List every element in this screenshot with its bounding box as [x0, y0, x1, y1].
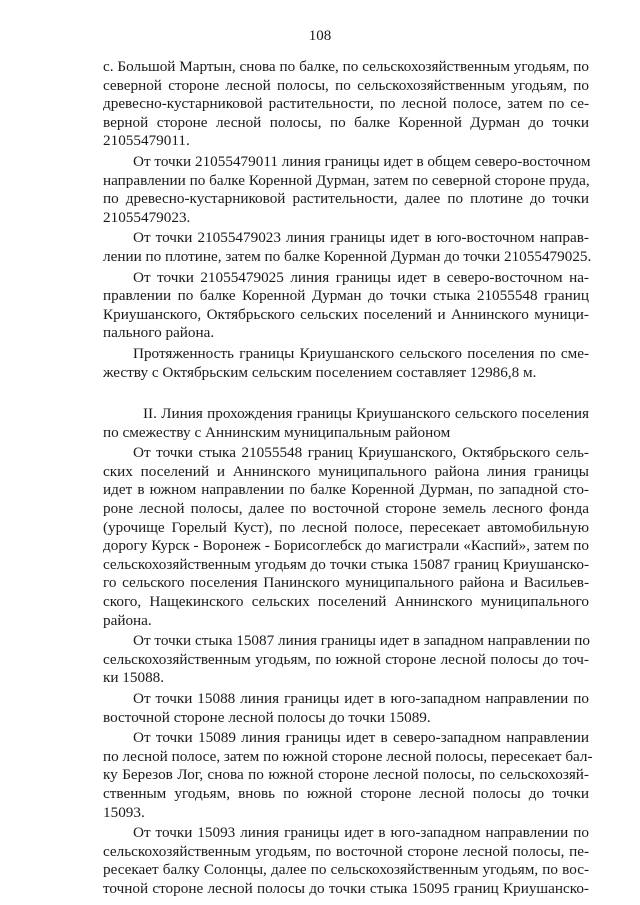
text-line: От точки 15089 линия границы идет в северо-западном направлении — [133, 729, 589, 747]
text-line: района. — [103, 611, 152, 629]
text-line: ских поселений и Аннинского муниципального района линия границы — [103, 462, 589, 480]
text-line: го сельского поселения Панинского муниципального района и Васильев- — [103, 574, 589, 592]
paragraph — [103, 632, 589, 688]
text-line: дорогу Курск - Воронеж - Борисоглебск до магистрали «Каспий», затем по — [103, 537, 589, 555]
paragraph — [103, 345, 589, 382]
document-body — [103, 58, 593, 901]
text-line: по древесно-кустарниковой растительности, далее по плотине до точки — [103, 190, 589, 208]
paragraph — [103, 229, 592, 266]
text-line: идет в южном направлении по балке Коренной Дурман, по западной сто- — [103, 481, 589, 499]
text-line: ку Березов Лог, снова по южной стороне лесной полосы, по сельскохозяй- — [103, 766, 589, 784]
paragraph — [103, 153, 589, 227]
text-line: верной стороне лесной полосы, по балке Коренной Дурман до точки — [103, 113, 589, 131]
text-line: ки 15088. — [103, 669, 165, 687]
page-number: 108 — [308, 28, 332, 44]
text-line: сельскохозяйственным угодьям, по восточной стороне лесной полосы, пе- — [103, 842, 589, 860]
text-line: ресекает балку Солонцы, далее по сельскохозяйственным угодьям, по вос- — [103, 861, 589, 879]
text-line: с. Большой Мартын, снова по балке, по сельскохозяйственным угодьям, по — [103, 58, 589, 75]
text-line: направлении по балке Коренной Дурман, затем по северной стороне пруда, — [103, 171, 590, 189]
text-line: пального района. — [103, 324, 215, 342]
text-line: От точки стыка 15087 линия границы идет в западном направлении по — [133, 632, 591, 650]
text-line: II. Линия прохождения границы Криушанского сельского поселения — [143, 405, 589, 423]
text-line: От точки 15093 линия границы идет в юго-западном направлении по — [133, 824, 589, 842]
text-line: 15093. — [103, 803, 145, 821]
text-line: Криушанского, Октябрьского сельских поселений и Аннинского муници- — [103, 305, 589, 323]
text-line: 21055479011. — [103, 132, 190, 150]
text-line: ственным угодьям, вновь по южной стороне лесной полосы до точки — [103, 784, 589, 802]
text-line: правлении по балке Коренной Дурман до точки стыка 21055548 границ — [103, 287, 589, 305]
text-line: От точки стыка 21055548 границ Криушанского, Октябрьского сель- — [133, 444, 589, 462]
paragraph — [103, 58, 589, 151]
paragraph — [103, 690, 589, 727]
text-line: древесно-кустарниковой растительности, по лесной полосе, затем по се- — [103, 95, 589, 113]
paragraph — [103, 269, 589, 343]
text-line: От точки 15088 линия границы идет в юго-западном направлении по — [133, 690, 589, 707]
text-line: 21055479023. — [103, 208, 191, 226]
text-line: От точки 21055479023 линия границы идет в юго-восточном направ- — [133, 229, 589, 247]
text-line: сельскохозяйственным угодьям, по южной стороне лесной полосы до точ- — [103, 650, 589, 668]
text-line: сельскохозяйственным угодьям до точки стыка 15087 границ Криушанско- — [103, 555, 589, 573]
text-line: точной стороне лесной полосы до точки стыка 15095 границ Криушанско- — [103, 879, 589, 897]
text-line: Протяженность границы Криушанского сельского поселения по сме- — [133, 344, 589, 362]
text-line: по смежеству с Аннинским муниципальным районом — [103, 423, 451, 441]
text-line: От точки 21055479025 линия границы идет в северо-восточном на- — [133, 268, 589, 286]
text-line: ского, Нащекинского сельских поселений Аннинского муниципального — [103, 593, 589, 611]
text-line: От точки 21055479011 линия границы идет в общем северо-восточном — [133, 152, 591, 170]
text-line: роне лесной полосы, далее по восточной стороне земель лесного фонда — [103, 500, 589, 518]
paragraph — [103, 729, 593, 822]
paragraph — [103, 824, 589, 898]
text-line: (урочище Горелый Куст), по лесной полосе, пересекает автомобильную — [103, 518, 589, 536]
text-line: по лесной полосе, затем по южной стороне лесной полосы, пересекает бал- — [103, 747, 593, 765]
text-line: лении по плотине, затем по балке Коренной Дурман до точки 21055479025. — [103, 247, 592, 265]
text-line: северной стороне лесной полосы, по сельскохозяйственным угодьям, по — [103, 76, 589, 94]
text-line: восточной стороне лесной полосы до точки 15089. — [103, 708, 431, 726]
text-line: жеству с Октябрьским сельским поселением составляет 12986,8 м. — [103, 363, 537, 381]
paragraph — [103, 444, 589, 630]
section-heading — [103, 405, 589, 442]
